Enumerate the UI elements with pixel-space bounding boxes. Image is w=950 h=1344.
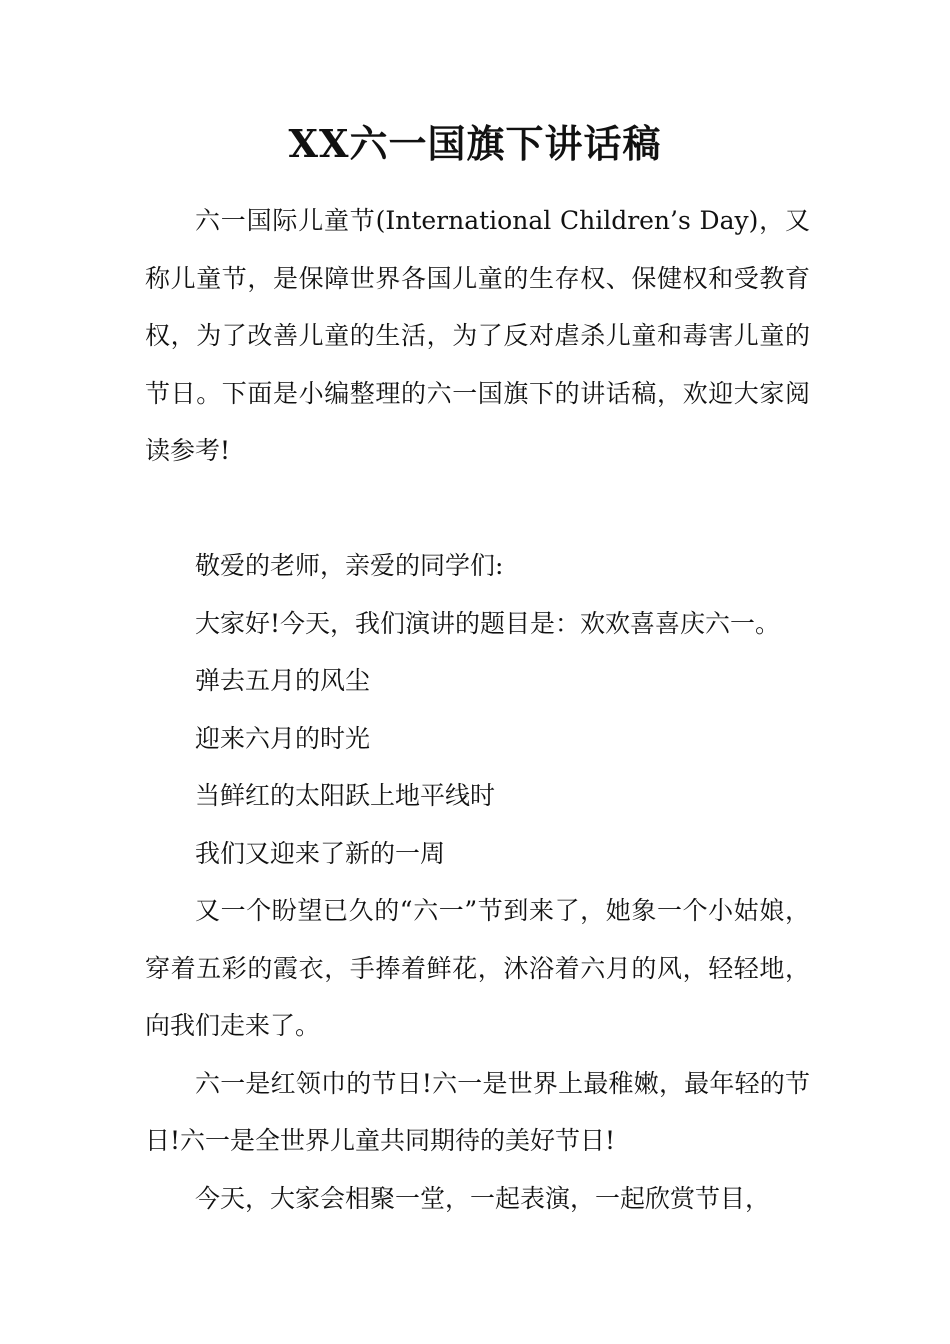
body-paragraph: 又一个盼望已久的“六一”节到来了，她象一个小姑娘，穿着五彩的霞衣，手捧着鲜花，沐浴着六月的风，轻轻地，向我们走来了。 bbox=[145, 896, 810, 1040]
greeting: 大家好!今天，我们演讲的题目是：欢欢喜喜庆六一。 bbox=[195, 608, 781, 638]
body-paragraph: 六一是红领巾的节日!六一是世界上最稚嫩，最年轻的节日!六一是全世界儿童共同期待的美好节日! bbox=[145, 1068, 810, 1155]
intro-paragraph: 六一国际儿童节(International Children’s Day)，又称儿童节，是保障世界各国儿童的生存权、保健权和受教育权，为了改善儿童的生活，为了反对虐杀儿童和毒害儿童的节日。下面是小编整理的六一国旗下的讲话稿，欢迎大家阅读参考! bbox=[145, 206, 810, 465]
poem-line: 当鲜红的太阳跃上地平线时 bbox=[195, 781, 496, 810]
poem-line: 弹去五月的风尘 bbox=[195, 666, 371, 695]
document-body bbox=[145, 192, 810, 1227]
poem-line: 我们又迎来了新的一周 bbox=[195, 838, 446, 868]
body-paragraph: 今天，大家会相聚一堂，一起表演，一起欣赏节目， bbox=[195, 1183, 771, 1213]
poem-line: 迎来六月的时光 bbox=[195, 723, 371, 753]
document-title: XX六一国旗下讲话稿 bbox=[288, 121, 662, 166]
paragraph-gap bbox=[145, 480, 810, 538]
salutation: 敬爱的老师，亲爱的同学们: bbox=[195, 551, 504, 580]
